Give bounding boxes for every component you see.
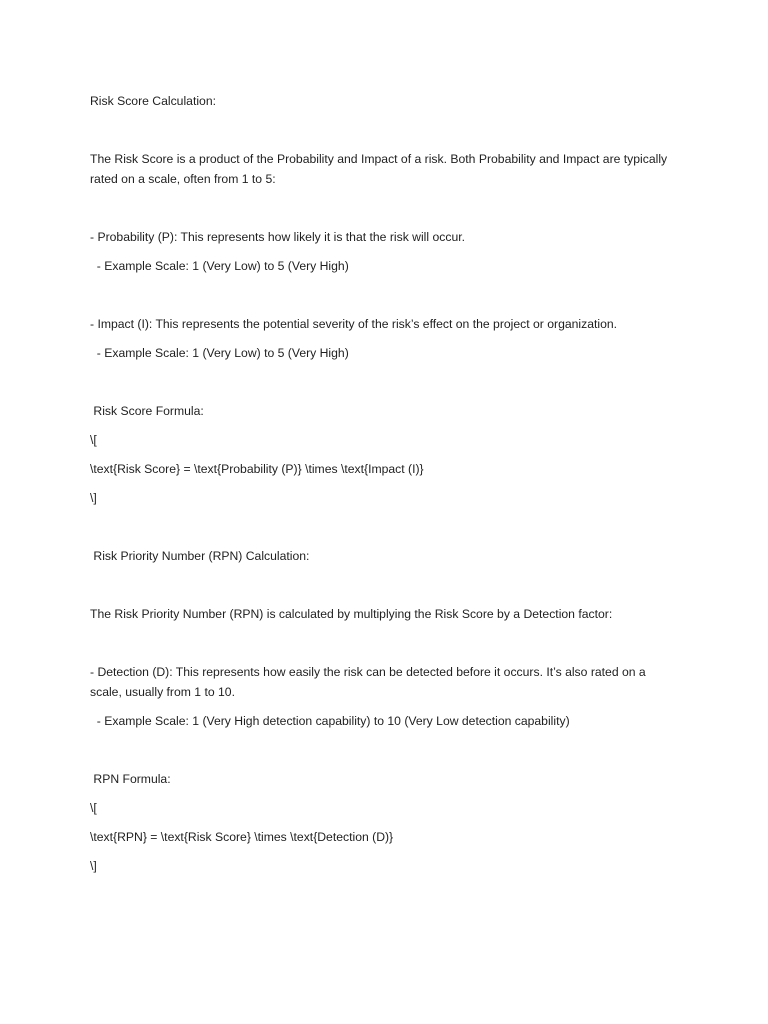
- probability-description: - Probability (P): This represents how likely it is that the risk will occur.: [90, 230, 466, 244]
- risk-formula-close: \]: [90, 491, 97, 505]
- detection-description: - Detection (D): This represents how easily the risk can be detected before it occurs. It’s also rated on a scale, usually from 1 to 10.: [90, 665, 650, 699]
- rpn-formula-open: \[: [90, 801, 97, 815]
- rpn-intro: The Risk Priority Number (RPN) is calculated by multiplying the Risk Score by a Detection factor:: [90, 607, 613, 621]
- impact-description: - Impact (I): This represents the potential severity of the risk’s effect on the project or organization.: [90, 317, 618, 331]
- rpn-formula-body: \text{RPN} = \text{Risk Score} \times \text{Detection (D)}: [90, 830, 394, 844]
- rpn-heading: Risk Priority Number (RPN) Calculation:: [90, 549, 310, 563]
- rpn-formula-label: RPN Formula:: [90, 772, 171, 786]
- risk-score-heading: Risk Score Calculation:: [90, 94, 216, 108]
- detection-scale: - Example Scale: 1 (Very High detection capability) to 10 (Very Low detection capability): [90, 714, 570, 728]
- impact-scale: - Example Scale: 1 (Very Low) to 5 (Very High): [90, 346, 349, 360]
- risk-formula-body: \text{Risk Score} = \text{Probability (P)} \times \text{Impact (I)}: [90, 462, 424, 476]
- probability-scale: - Example Scale: 1 (Very Low) to 5 (Very High): [90, 259, 349, 273]
- rpn-formula-close: \]: [90, 859, 97, 873]
- risk-score-intro: The Risk Score is a product of the Probability and Impact of a risk. Both Probability and Impact are typically rated on a scale, often from 1 to 5:: [90, 152, 671, 186]
- risk-formula-open: \[: [90, 433, 97, 447]
- risk-formula-label: Risk Score Formula:: [90, 404, 204, 418]
